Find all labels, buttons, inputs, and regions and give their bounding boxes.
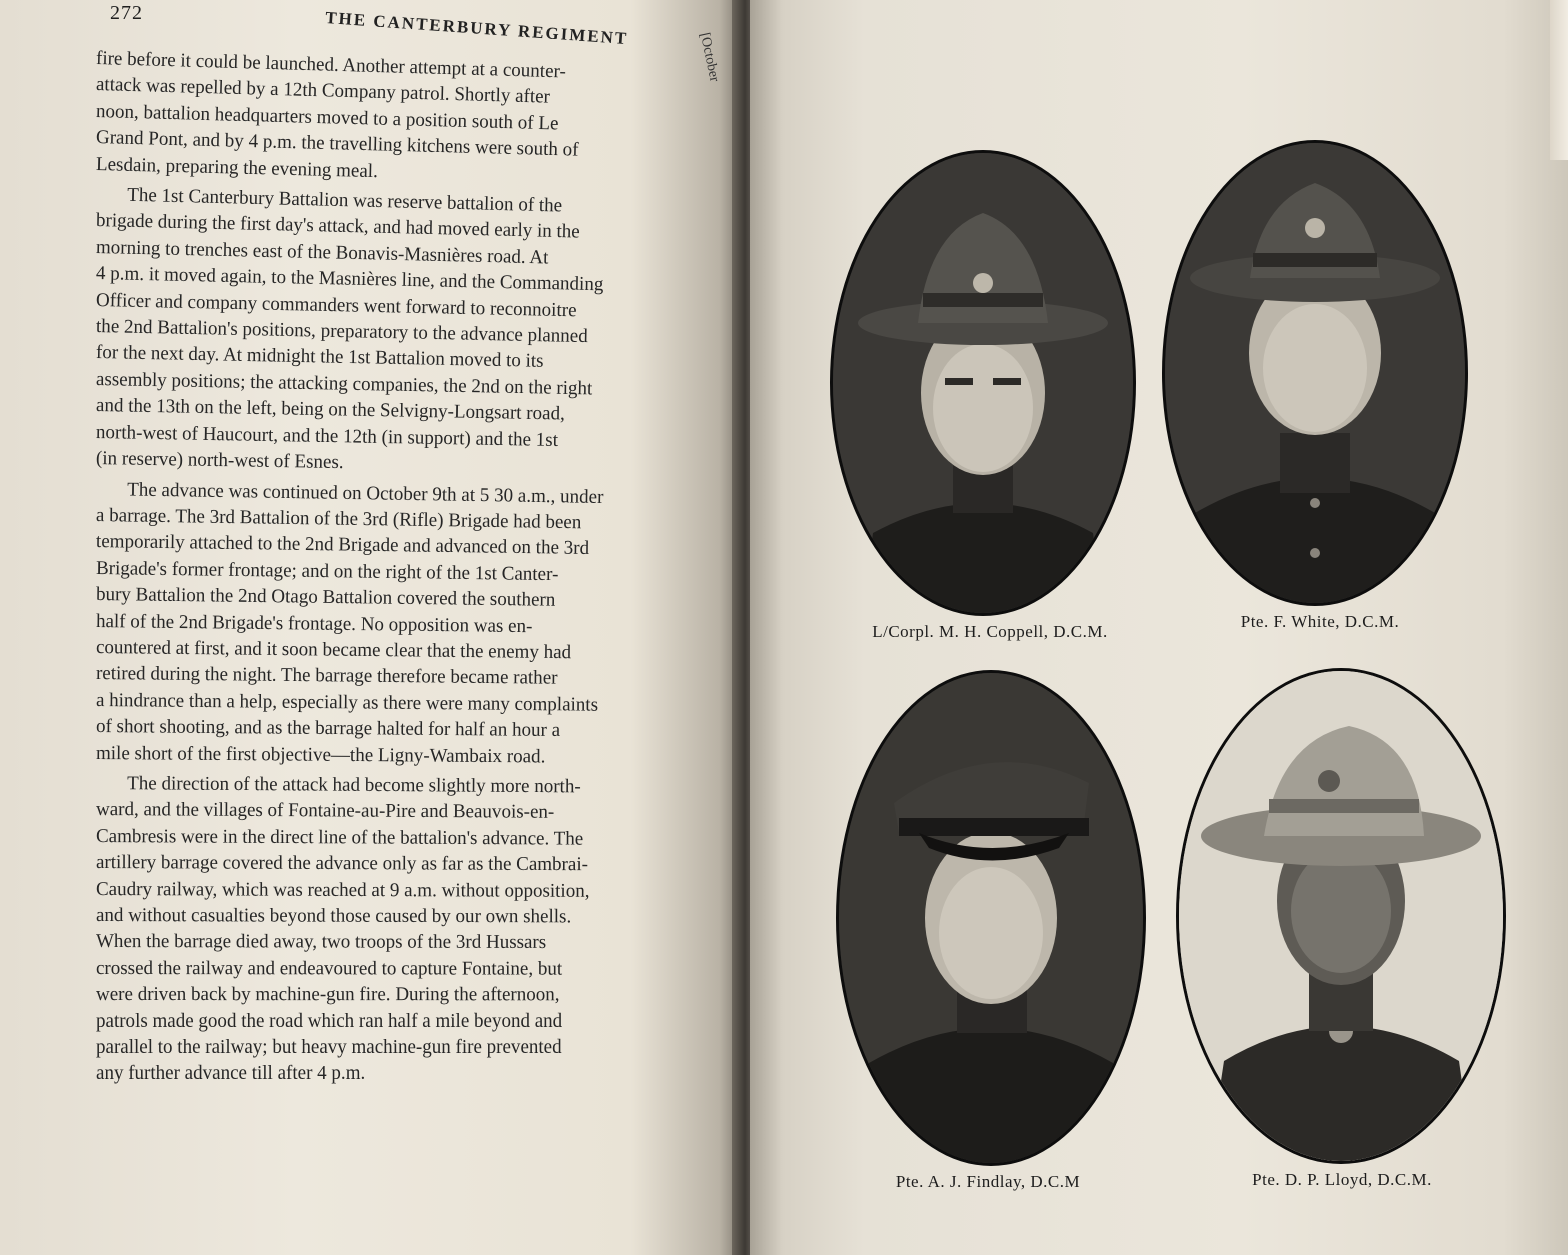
text-line: north-west of Haucourt, and the 12th (in support) and the 1st	[95, 421, 559, 451]
text-line: Brigade's former frontage; and on the right of the 1st Canter-	[95, 557, 559, 585]
text-line: artillery barrage covered the advance only as far as the Cambrai-	[95, 852, 589, 876]
text-line: The advance was continued on October 9th at 5 30 a.m., under	[127, 478, 604, 508]
text-line: Lesdain, preparing the evening meal.	[95, 153, 379, 182]
text-line: half of the 2nd Brigade's frontage. No opposition was en-	[95, 610, 533, 637]
text-line: any further advance till after 4 p.m.	[96, 1063, 366, 1085]
text-line: noon, battalion headquarters moved to a position south of Le	[95, 100, 559, 135]
left-page	[0, 0, 742, 1255]
portrait-photo	[1162, 140, 1468, 606]
text-line: the 2nd Battalion's positions, preparatory to the advance planned	[95, 316, 588, 348]
text-line: (in reserve) north-west of Esnes.	[95, 448, 344, 474]
portrait-caption: Pte. F. White, D.C.M.	[1240, 612, 1400, 631]
portrait-photo	[836, 670, 1146, 1166]
margin-note: [October	[696, 31, 722, 84]
left-page-text-block	[96, 2, 724, 1092]
text-line: brigade during the first day's attack, and had moved early in the	[95, 210, 580, 243]
paragraph	[95, 46, 724, 182]
text-line: parallel to the railway; but heavy machine-gun fire prevented	[96, 1037, 562, 1059]
text-line: retired during the night. The barrage therefore became rather	[95, 663, 558, 690]
text-line: of short shooting, and as the barrage halted for half an hour a	[95, 716, 561, 742]
running-head	[96, 2, 724, 49]
portrait-photo	[830, 150, 1136, 616]
soldier-photo-icon	[833, 153, 1133, 613]
text-line: a barrage. The 3rd Battalion of the 3rd (Rifle) Brigade had been	[95, 504, 582, 534]
text-line: bury Battalion the 2nd Otago Battalion covered the southern	[95, 584, 556, 611]
text-line: assembly positions; the attacking companies, the 2nd on the right	[95, 368, 593, 400]
text-line: attack was repelled by a 12th Company patrol. Shortly after	[95, 74, 551, 109]
paragraph	[96, 182, 724, 472]
text-line: Grand Pont, and by 4 p.m. the travelling kitchens were south of	[95, 127, 579, 161]
portrait-caption: L/Corpl. M. H. Coppell, D.C.M.	[872, 622, 1108, 641]
text-line: ward, and the villages of Fontaine-au-Pire and Beauvois-en-	[95, 799, 555, 824]
paragraph	[96, 771, 724, 1088]
paragraph	[96, 477, 724, 767]
soldier-photo-icon	[1165, 143, 1465, 603]
text-line: fire before it could be launched. Another attempt at a counter-	[95, 48, 567, 83]
text-line: The direction of the attack had become slightly more north-	[127, 773, 581, 798]
text-line: The 1st Canterbury Battalion was reserve battalion of the	[126, 184, 563, 217]
text-line: and the 13th on the left, being on the Selvigny-Longsart road,	[95, 395, 566, 425]
text-line: crossed the railway and endeavoured to capture Fontaine, but	[95, 957, 563, 980]
text-line: countered at first, and it soon became clear that the enemy had	[95, 636, 572, 664]
soldier-photo-icon	[839, 673, 1143, 1163]
right-page	[750, 0, 1568, 1255]
text-line: a hindrance than a help, especially as there were many complaints	[95, 689, 599, 716]
portrait-caption: Pte. A. J. Findlay, D.C.M	[895, 1172, 1081, 1191]
text-line: When the barrage died away, two troops of the 3rd Hussars	[95, 931, 547, 954]
text-line: patrols made good the road which ran half a mile beyond and	[96, 1010, 563, 1032]
text-line: mile short of the first objective—the Ligny-Wambaix road.	[95, 742, 546, 768]
text-line: and without casualties beyond those caused by our own shells.	[95, 905, 572, 928]
text-line: 4 p.m. it moved again, to the Masnières line, and the Commanding	[95, 263, 604, 296]
text-line: Officer and company commanders went forward to reconnoitre	[95, 289, 577, 321]
page-number: 272	[110, 2, 143, 24]
text-line: were driven back by machine-gun fire. During the afternoon,	[95, 984, 560, 1006]
text-line: for the next day. At midnight the 1st Battalion moved to its	[95, 342, 544, 373]
body-text	[96, 46, 724, 1088]
portrait-caption: Pte. D. P. Lloyd, D.C.M.	[1252, 1170, 1432, 1189]
soldier-photo-icon	[1179, 671, 1503, 1161]
portrait-photo	[1176, 668, 1506, 1164]
page-edge	[1550, 0, 1568, 160]
text-line: morning to trenches east of the Bonavis-Masnières road. At	[95, 236, 549, 269]
text-line: temporarily attached to the 2nd Brigade and advanced on the 3rd	[95, 531, 590, 560]
text-line: Cambresis were in the direct line of the battalion's advance. The	[95, 825, 584, 850]
running-head-title: THE CANTERBURY REGIMENT	[324, 8, 629, 49]
text-line: Caudry railway, which was reached at 9 a.m. without opposition,	[95, 878, 590, 902]
